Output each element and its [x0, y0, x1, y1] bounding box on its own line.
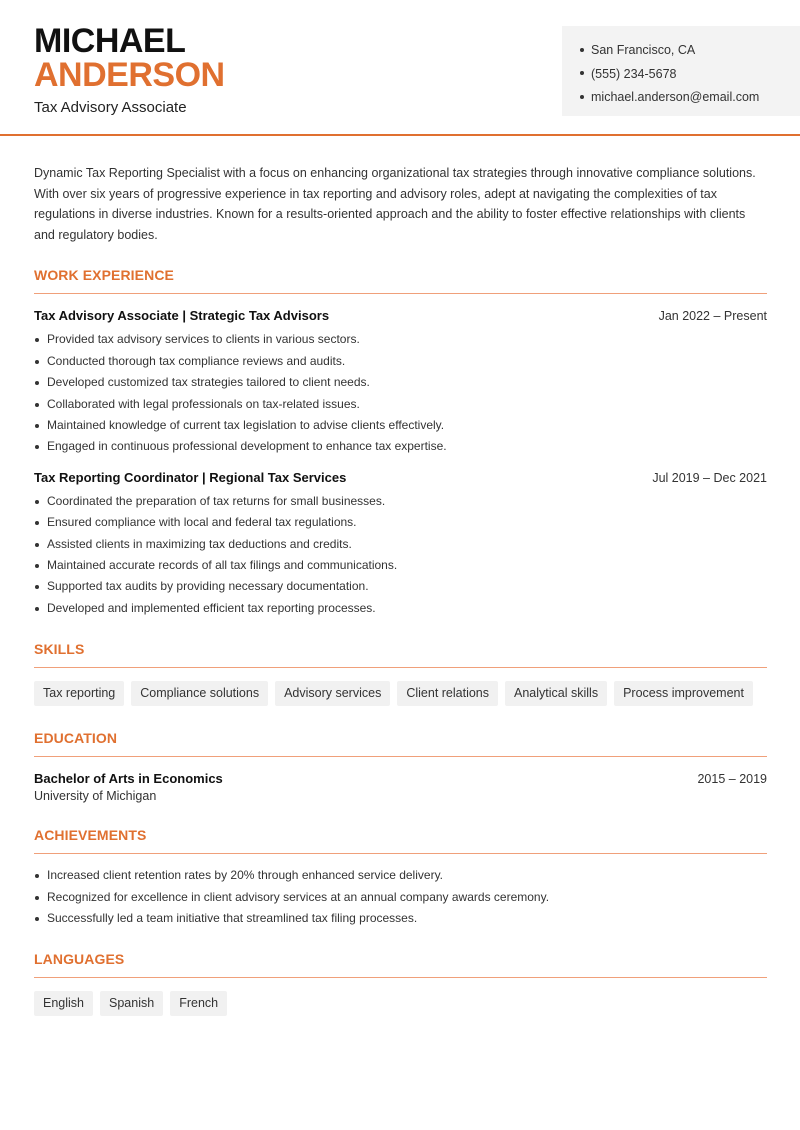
bullet-icon [580, 71, 584, 75]
job-entry [34, 470, 767, 619]
achievements-section [34, 827, 767, 929]
summary-paragraph: Dynamic Tax Reporting Specialist with a focus on enhancing organizational tax strategies through innovative compliance solutions. With over six years of progressive experience in tax reporting and advisory roles, adept at navigating the complexities of tax regulations in diverse industries. Known for a results-oriented approach and the ability to foster effective relationships with clients and regulatory bodies. [34, 166, 756, 242]
bullet-item: Ensured compliance with local and federal tax regulations. [34, 512, 767, 533]
bullet-item: Developed and implemented efficient tax reporting processes. [34, 598, 767, 619]
bullet-item: Maintained accurate records of all tax filings and communications. [34, 555, 767, 576]
experience-section [34, 267, 767, 619]
phone-text: (555) 234-5678 [591, 66, 677, 81]
section-title-skills: SKILLS [34, 641, 767, 668]
skill-chip: Client relations [397, 681, 498, 706]
languages-section [34, 951, 767, 1016]
bullet-item: Engaged in continuous professional development to enhance tax expertise. [34, 436, 767, 457]
job-dates: Jul 2019 – Dec 2021 [652, 470, 767, 485]
bullet-item: Supported tax audits by providing necessary documentation. [34, 576, 767, 597]
resume-header [0, 0, 800, 136]
location-text: San Francisco, CA [591, 43, 696, 57]
bullet-item: Provided tax advisory services to clients in various sectors. [34, 329, 767, 350]
contact-box [562, 26, 800, 116]
degree-name: Bachelor of Arts in Economics [34, 771, 223, 787]
contact-phone [580, 63, 800, 87]
achievement-item: Successfully led a team initiative that streamlined tax filing processes. [34, 908, 767, 929]
achievement-list [34, 865, 767, 929]
section-title-education: EDUCATION [34, 730, 767, 757]
school-name: University of Michigan [34, 789, 157, 804]
achievement-item: Recognized for excellence in client advisory services at an annual company awards ceremony. [34, 887, 767, 908]
bullet-item: Coordinated the preparation of tax returns for small businesses. [34, 491, 767, 512]
language-chip: French [170, 991, 227, 1016]
bullet-item: Developed customized tax strategies tailored to client needs. [34, 372, 767, 393]
achievement-item: Increased client retention rates by 20% through enhanced service delivery. [34, 865, 767, 886]
job-role: Tax Advisory Associate | Strategic Tax Advisors [34, 308, 330, 324]
education-dates: 2015 – 2019 [697, 772, 767, 787]
job-title: Tax Advisory Associate [34, 99, 187, 116]
resume-body [34, 163, 767, 1016]
skill-chips [34, 681, 767, 706]
section-title-experience: WORK EXPERIENCE [34, 267, 767, 294]
contact-email [580, 86, 800, 110]
language-chips [34, 991, 767, 1016]
skill-chip: Advisory services [275, 681, 390, 706]
skills-section [34, 641, 767, 706]
skill-chip: Process improvement [614, 681, 753, 706]
bullet-icon [580, 48, 584, 52]
section-title-achievements: ACHIEVEMENTS [34, 827, 767, 854]
email-text: michael.anderson@email.com [591, 90, 760, 104]
job-role: Tax Reporting Coordinator | Regional Tax Services [34, 469, 347, 485]
contact-location [580, 39, 800, 63]
bullet-item: Maintained knowledge of current tax legislation to advise clients effectively. [34, 415, 767, 436]
job-entry [34, 308, 767, 457]
education-section [34, 730, 767, 803]
section-title-languages: LANGUAGES [34, 951, 767, 978]
bullet-icon [580, 95, 584, 99]
skill-chip: Compliance solutions [131, 681, 268, 706]
language-chip: English [34, 991, 93, 1016]
job-dates: Jan 2022 – Present [658, 309, 767, 324]
bullet-item: Collaborated with legal professionals on tax-related issues. [34, 394, 767, 415]
skill-chip: Analytical skills [505, 681, 607, 706]
bullet-item: Assisted clients in maximizing tax deductions and credits. [34, 534, 767, 555]
language-chip: Spanish [100, 991, 163, 1016]
job-bullets [34, 491, 767, 619]
first-name: MICHAEL [34, 22, 186, 60]
last-name: ANDERSON [34, 56, 225, 94]
skill-chip: Tax reporting [34, 681, 124, 706]
bullet-item: Conducted thorough tax compliance reviews and audits. [34, 351, 767, 372]
job-bullets [34, 329, 767, 457]
education-entry [34, 771, 767, 803]
